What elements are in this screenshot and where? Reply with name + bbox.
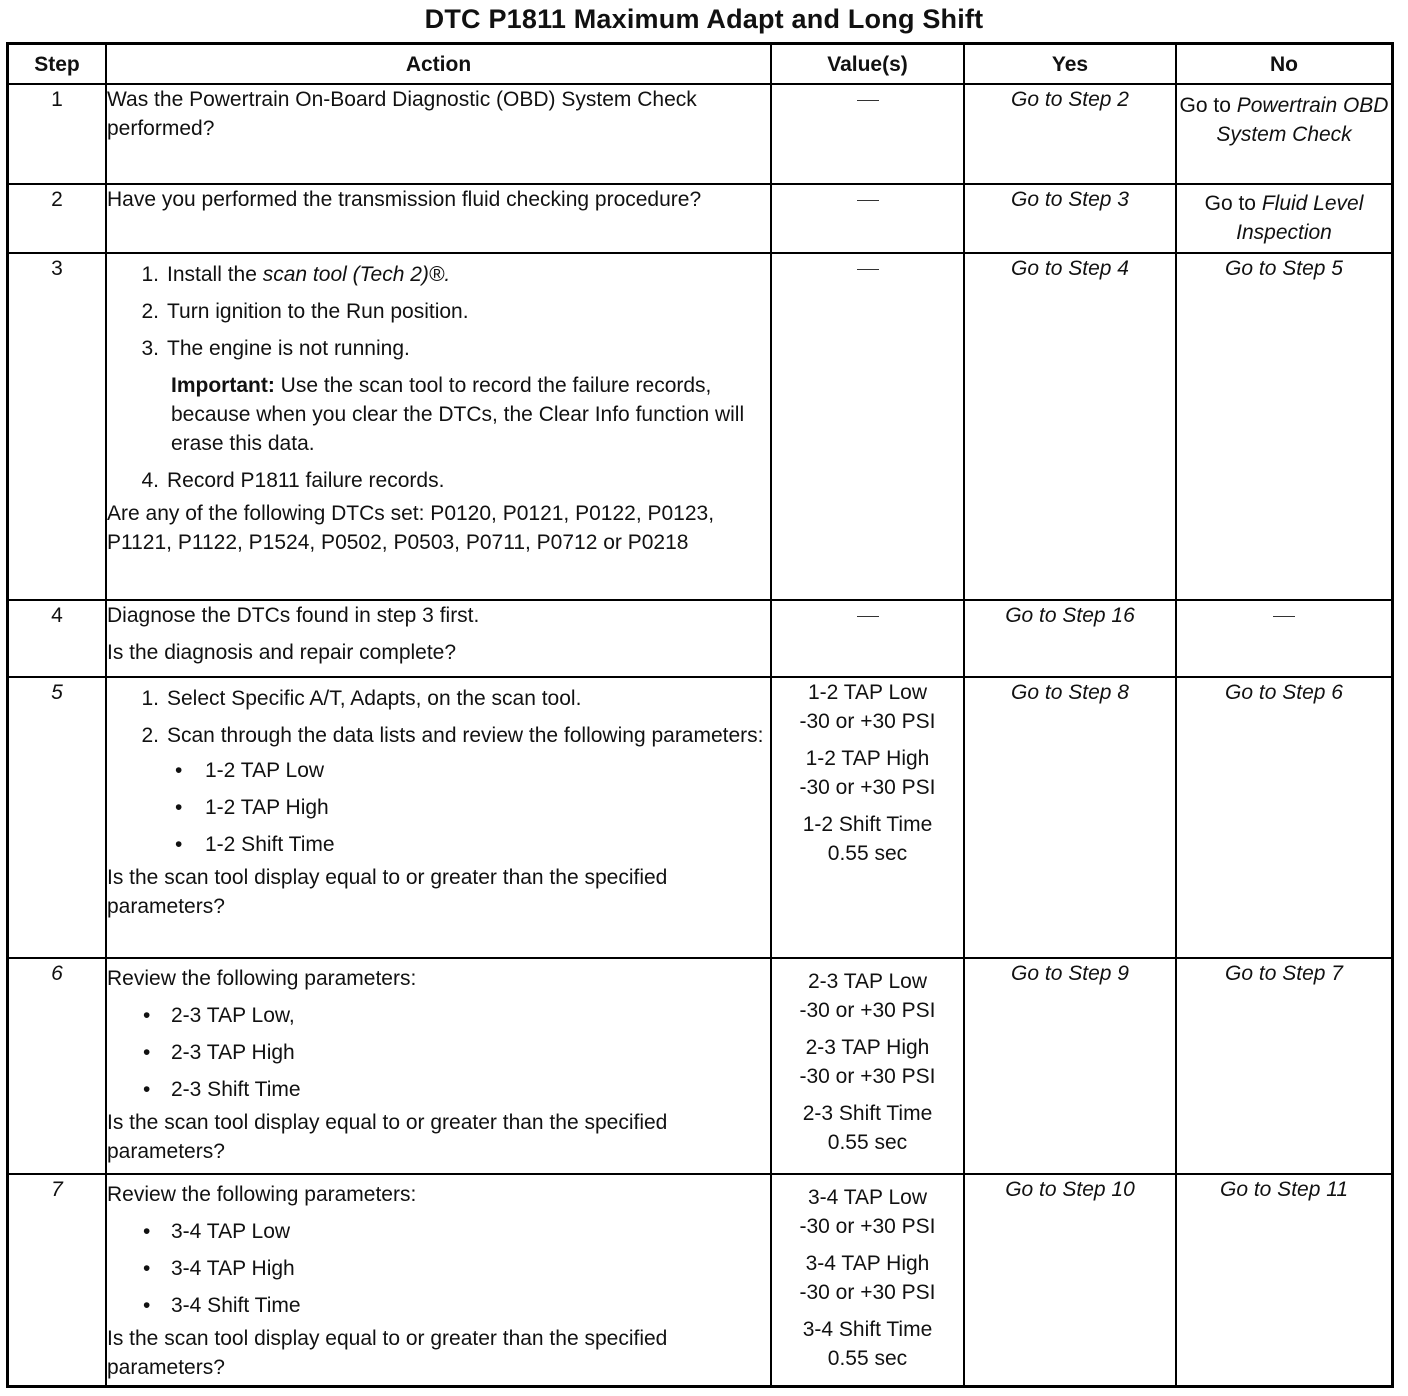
yes-link[interactable]: Go to Step 2: [1011, 88, 1129, 111]
no-cell: [1176, 677, 1392, 958]
no-link[interactable]: Powertrain OBD System Check: [1216, 94, 1389, 146]
step-number: 6: [8, 958, 106, 1174]
no-prefix: Go to: [1204, 192, 1256, 215]
value-cell: [771, 84, 964, 184]
action-text: Was the Powertrain On-Board Diagnostic (OBD) System Check performed?: [107, 88, 697, 140]
parameter-value: 1-2 TAP Low -30 or +30 PSI: [799, 681, 936, 733]
empty-dash: [857, 200, 879, 201]
important-note: [171, 371, 770, 458]
list-item: 2. Turn ignition to the Run position.: [141, 300, 469, 323]
header-values: Value(s): [771, 44, 964, 84]
action-text: Diagnose the DTCs found in step 3 first.: [107, 604, 480, 627]
list-item: • 3-4 TAP High: [171, 1254, 770, 1283]
step-number: 2: [8, 184, 106, 253]
step-number: 7: [8, 1174, 106, 1386]
empty-dash: [857, 616, 879, 617]
action-cell: [106, 677, 771, 958]
yes-cell: [964, 677, 1176, 958]
no-link[interactable]: Go to Step 11: [1219, 1178, 1349, 1201]
value-cell: [771, 184, 964, 253]
diagnostic-table: [7, 43, 1393, 1387]
no-cell: [1176, 1174, 1392, 1386]
action-text: Review the following parameters:: [107, 967, 417, 990]
action-text: Have you performed the transmission fluid checking procedure?: [107, 188, 702, 211]
question-text: Is the diagnosis and repair complete?: [107, 641, 457, 664]
no-cell: [1176, 84, 1392, 184]
yes-cell: [964, 1174, 1176, 1386]
parameter-value: 2-3 Shift Time 0.55 sec: [802, 1102, 933, 1154]
table-row: [8, 958, 1392, 1174]
header-step: Step: [8, 44, 106, 84]
parameter-list: [107, 756, 770, 859]
parameter-list: [107, 1001, 770, 1104]
list-item: • 3-4 TAP Low: [171, 1217, 770, 1246]
action-cell: [106, 1174, 771, 1386]
action-cell: [106, 84, 771, 184]
header-no: No: [1176, 44, 1392, 84]
table-row: [8, 1174, 1392, 1386]
question-text: Are any of the following DTCs set: P0120, P0121, P0122, P0123, P1121, P1122, P1524, P0502, P0503, P0711, P0712 or P0218: [107, 502, 715, 554]
header-row: [8, 44, 1392, 84]
no-cell: [1176, 184, 1392, 253]
action-text: Review the following parameters:: [107, 1183, 417, 1206]
procedure-list: [107, 466, 770, 495]
procedure-list: [107, 684, 770, 750]
table-row: [8, 84, 1392, 184]
list-item: • 1-2 TAP Low: [205, 756, 770, 785]
step-number: 3: [8, 253, 106, 600]
parameter-value: 2-3 TAP Low -30 or +30 PSI: [799, 970, 936, 1022]
important-label: Important:: [171, 374, 275, 397]
value-cell: [771, 600, 964, 677]
question-text: Is the scan tool display equal to or greater than the specified parameters?: [107, 1111, 668, 1163]
list-item: 1. Select Specific A/T, Adapts, on the scan tool.: [141, 687, 582, 710]
step-number: 5: [8, 677, 106, 958]
important-text: Use the scan tool to record the failure records, because when you clear the DTCs, the Clear Info function will erase this data.: [171, 374, 745, 455]
parameter-value: 2-3 TAP High -30 or +30 PSI: [799, 1036, 936, 1088]
yes-cell: [964, 84, 1176, 184]
parameter-value: 1-2 Shift Time 0.55 sec: [802, 813, 933, 865]
header-yes: Yes: [964, 44, 1176, 84]
table-row: [8, 184, 1392, 253]
action-cell: [106, 184, 771, 253]
parameter-value: 3-4 Shift Time 0.55 sec: [802, 1318, 933, 1370]
list-item: • 2-3 TAP Low,: [171, 1001, 770, 1030]
list-item: 1. Install the scan tool (Tech 2)®.: [141, 263, 451, 286]
no-link[interactable]: Go to Step 5: [1225, 257, 1343, 280]
no-cell: [1176, 958, 1392, 1174]
action-cell: [106, 253, 771, 600]
table-row: [8, 600, 1392, 677]
table-row: [8, 253, 1392, 600]
value-cell: [771, 253, 964, 600]
yes-link[interactable]: Go to Step 9: [1011, 962, 1129, 985]
no-link[interactable]: Fluid Level Inspection: [1236, 192, 1364, 244]
no-prefix: Go to: [1179, 94, 1231, 117]
procedure-list: [107, 260, 770, 363]
list-item: 2. Scan through the data lists and review the following parameters:: [141, 724, 764, 747]
yes-cell: [964, 184, 1176, 253]
list-item: • 3-4 Shift Time: [171, 1291, 770, 1320]
yes-link[interactable]: Go to Step 4: [1011, 257, 1129, 280]
empty-dash: [857, 269, 879, 270]
value-cell: [771, 958, 964, 1174]
document-title: DTC P1811 Maximum Adapt and Long Shift: [424, 4, 984, 34]
list-item: 3. The engine is not running.: [141, 337, 410, 360]
yes-link[interactable]: Go to Step 3: [1011, 188, 1129, 211]
step-number: 1: [8, 84, 106, 184]
value-cell: [771, 1174, 964, 1386]
yes-cell: [964, 600, 1176, 677]
no-link[interactable]: Go to Step 7: [1225, 962, 1343, 985]
list-item: • 2-3 TAP High: [171, 1038, 770, 1067]
no-cell: [1176, 253, 1392, 600]
parameter-value: 3-4 TAP High -30 or +30 PSI: [799, 1252, 936, 1304]
empty-dash: [857, 100, 879, 101]
table-row: [8, 677, 1392, 958]
yes-link[interactable]: Go to Step 8: [1011, 681, 1129, 704]
no-cell: [1176, 600, 1392, 677]
parameter-value: 1-2 TAP High -30 or +30 PSI: [799, 747, 936, 799]
parameter-value: 3-4 TAP Low -30 or +30 PSI: [799, 1186, 936, 1238]
list-item: • 2-3 Shift Time: [171, 1075, 770, 1104]
question-text: Is the scan tool display equal to or greater than the specified parameters?: [107, 866, 668, 918]
action-cell: [106, 958, 771, 1174]
value-cell: [771, 677, 964, 958]
list-item: 4. Record P1811 failure records.: [141, 469, 445, 492]
yes-cell: [964, 253, 1176, 600]
no-link[interactable]: Go to Step 6: [1225, 681, 1343, 704]
parameter-list: [107, 1217, 770, 1320]
yes-cell: [964, 958, 1176, 1174]
list-item: • 1-2 TAP High: [205, 793, 770, 822]
yes-link[interactable]: Go to Step 10: [1005, 1178, 1135, 1201]
tool-name: scan tool (Tech 2)®.: [262, 263, 451, 286]
empty-dash: [1273, 616, 1295, 617]
action-cell: [106, 600, 771, 677]
question-text: Is the scan tool display equal to or greater than the specified parameters?: [107, 1327, 668, 1379]
list-item: • 1-2 Shift Time: [205, 830, 770, 859]
yes-link[interactable]: Go to Step 16: [1005, 604, 1135, 627]
step-number: 4: [8, 600, 106, 677]
header-action: Action: [106, 44, 771, 84]
